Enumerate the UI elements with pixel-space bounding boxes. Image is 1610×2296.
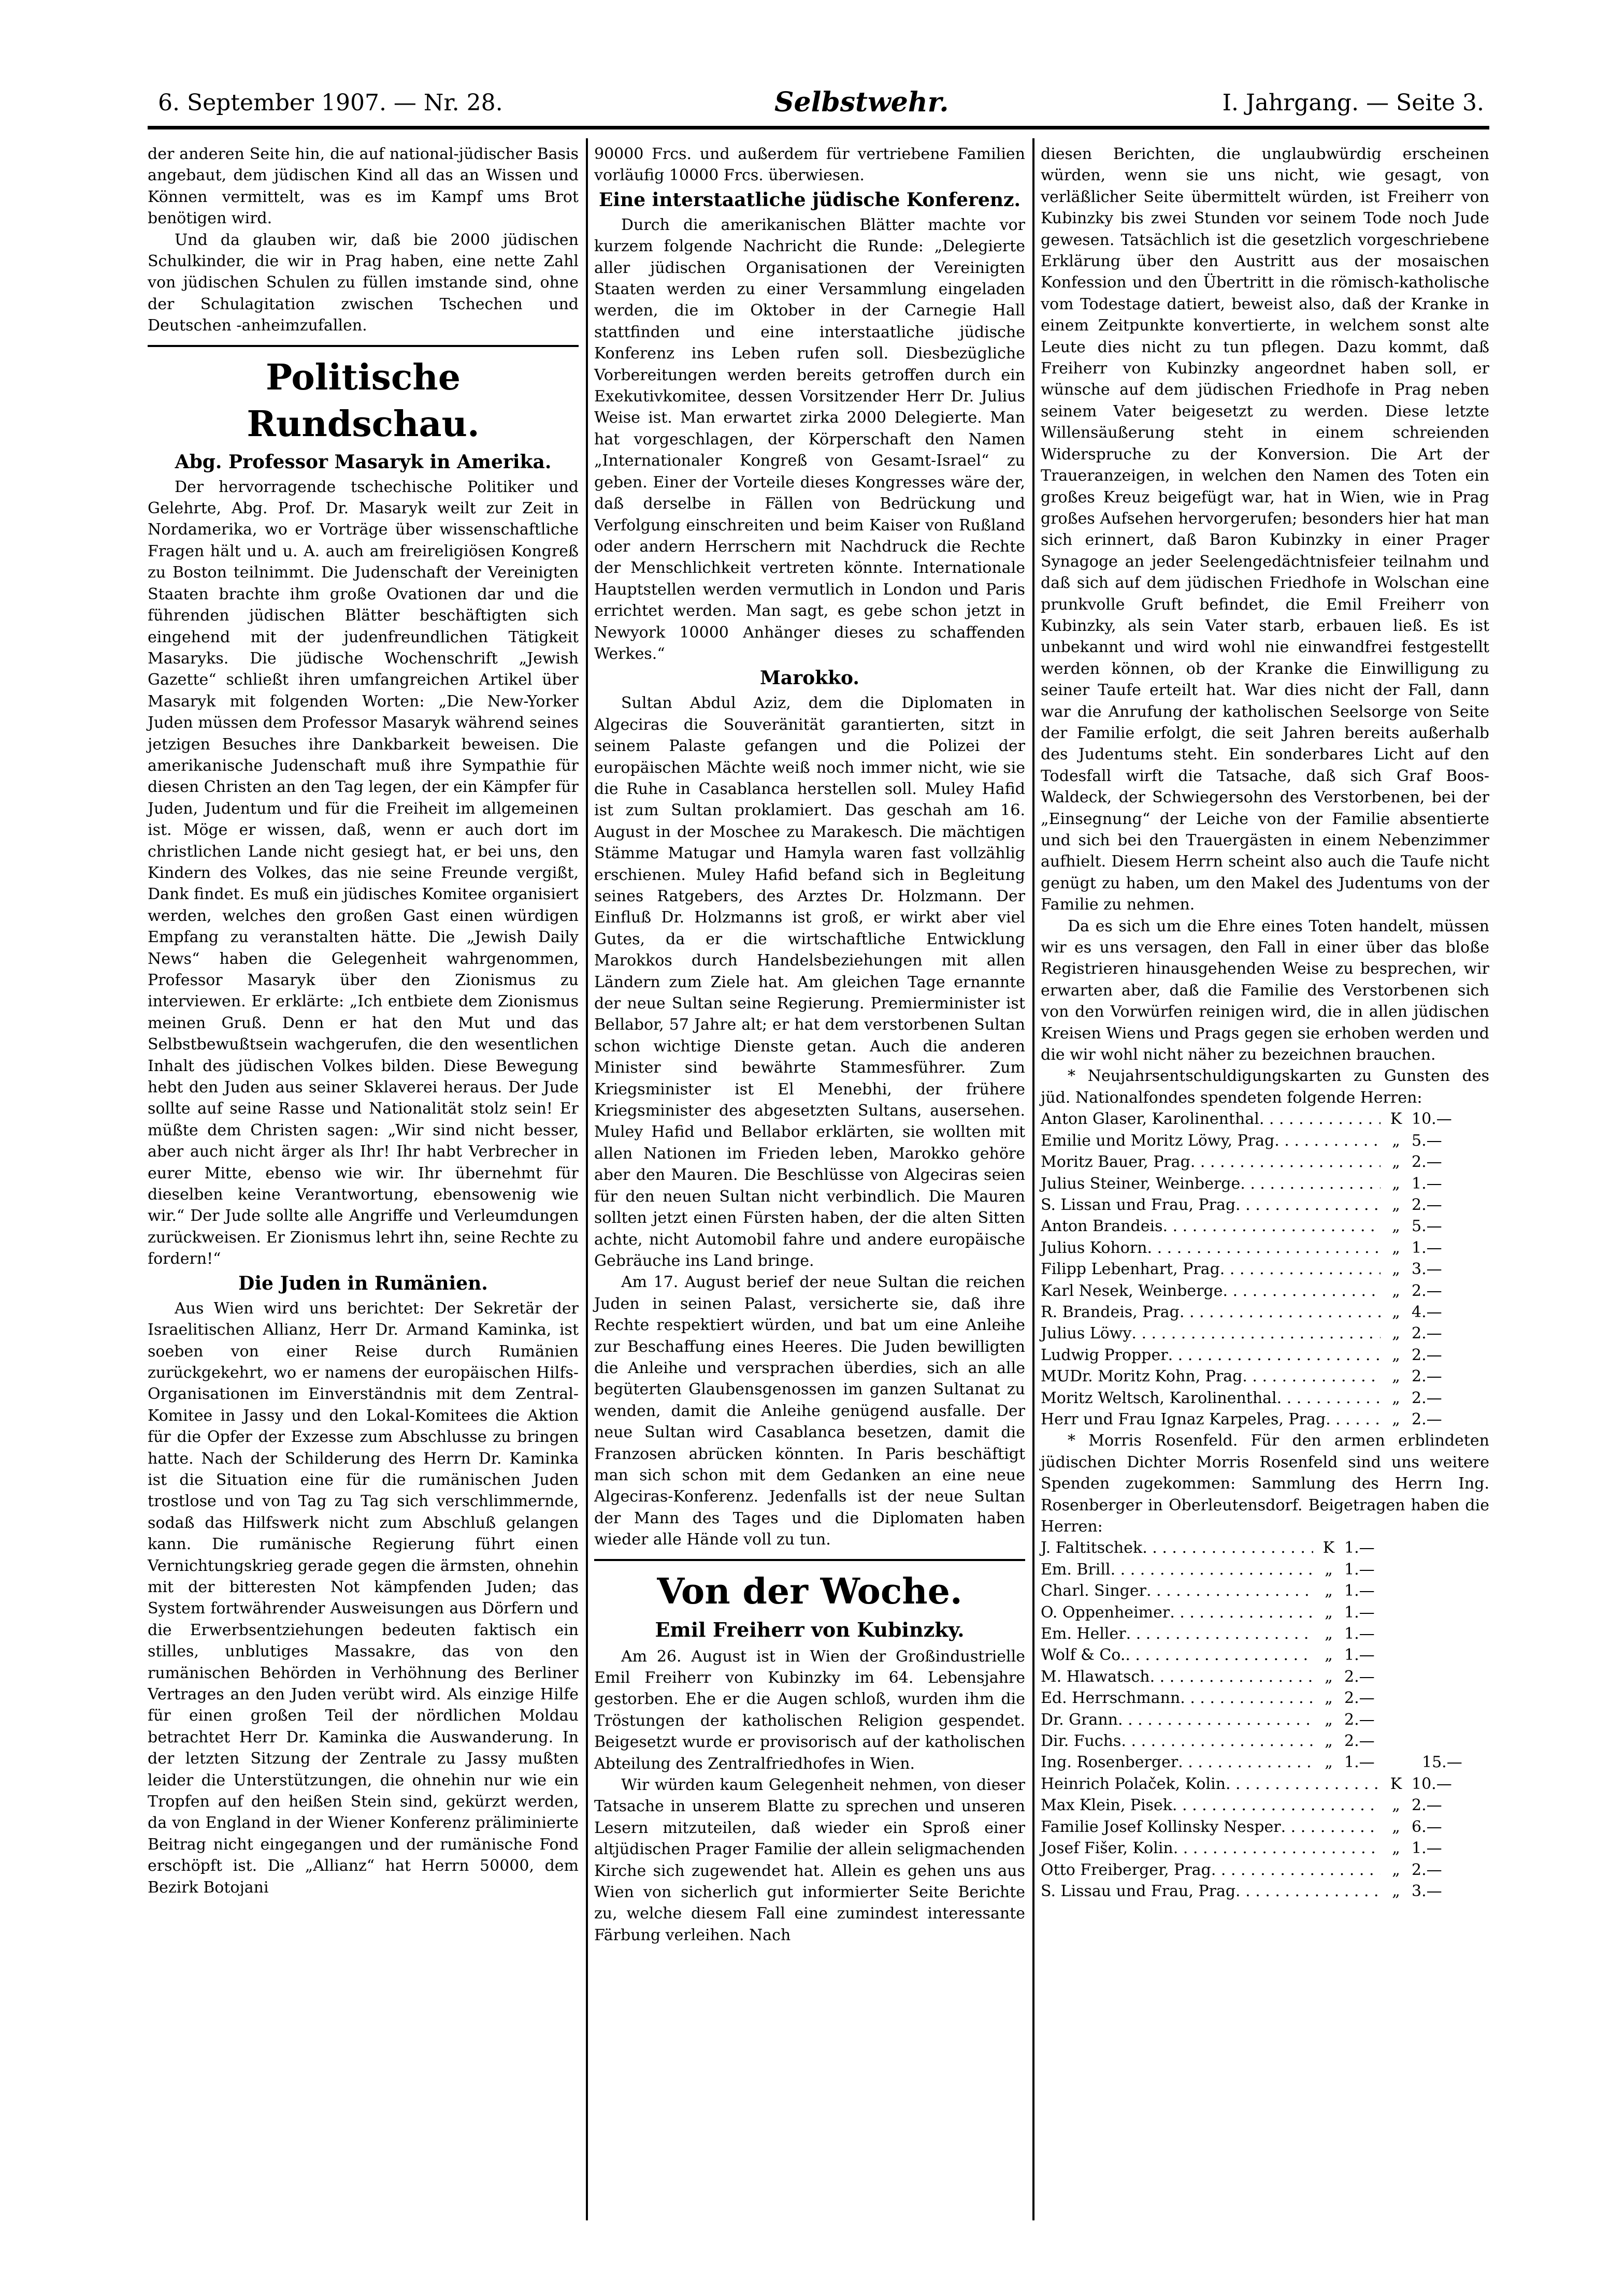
donor-name: Ed. Herrschmann (1041, 1689, 1181, 1708)
donor-name: Emilie und Moritz Löwy, Prag (1041, 1131, 1275, 1150)
donation-row (1041, 1666, 1489, 1687)
donation-total (1422, 1580, 1489, 1601)
leader-dots (1180, 1687, 1313, 1709)
donation-amount: 1.— (1344, 1582, 1375, 1600)
header-volume-page: I. Jahrgang. — Seite 3. (1222, 90, 1484, 116)
donor-name: Moritz Weltsch, Karolinenthal (1041, 1389, 1277, 1407)
donation-row (1041, 1816, 1489, 1838)
donation-row (1041, 1859, 1489, 1881)
donation-amount: 4.— (1412, 1303, 1442, 1321)
currency-mark: „ (1392, 1324, 1400, 1343)
donation-amount: 2.— (1412, 1281, 1442, 1300)
donation-total (1422, 1687, 1489, 1709)
currency-mark: „ (1392, 1303, 1400, 1321)
leader-dots (1211, 1859, 1381, 1881)
donation-row (1041, 1280, 1489, 1302)
donation-row (1041, 1730, 1489, 1752)
donation-amount: 1.— (1344, 1625, 1375, 1643)
donation-total (1422, 1666, 1489, 1687)
leader-dots (1146, 1580, 1313, 1601)
donor-name: Heinrich Polaček, Kolin (1041, 1774, 1226, 1793)
leader-dots (1125, 1644, 1313, 1666)
donation-amount: 5.— (1412, 1217, 1442, 1236)
currency-mark: „ (1392, 1174, 1400, 1193)
donation-row (1041, 1130, 1489, 1151)
donation-row (1041, 1752, 1489, 1773)
donor-name: Herr und Frau Ignaz Karpeles, Prag (1041, 1410, 1326, 1428)
donation-amount: 1.— (1412, 1174, 1442, 1193)
donation-row (1041, 1323, 1489, 1344)
donor-name: Charl. Singer (1041, 1582, 1146, 1600)
leader-dots (1170, 1602, 1313, 1623)
donation-total (1422, 1559, 1489, 1580)
article-title-rumaenien: Die Juden in Rumänien. (238, 1272, 488, 1294)
donor-name: Moritz Bauer, Prag (1041, 1153, 1190, 1172)
donation-row (1041, 1108, 1489, 1130)
donation-row (1041, 1388, 1489, 1409)
donation-total (1422, 1602, 1489, 1623)
donation-amount: 3.— (1412, 1260, 1442, 1279)
section-title-politische-rundschau: Politische Rundschau. (247, 356, 480, 445)
donor-name: M. Hlawatsch (1041, 1667, 1150, 1686)
leader-dots (1180, 1302, 1381, 1323)
col3-text-1: diesen Berichten, die unglaubwürdig erscheinen würden, wenn sie uns nicht, wie gesagt, von verläßlicher Seite übermittelt würden, ist Freiherr von Kubinzky bis zwei Stunden vor seinem Tode noch Jude gewesen. Tatsächlich ist die gesetzlich vorgeschriebene Erklärung über den Austritt aus der mosaischen Konfession und den Übertritt in die römisch-katholische vom Todestage datiert, beweist also, daß der Kranke in einem Zeitpunkte konvertierte, in welchem sonst alte Leute dies nicht zu tun pflegen. Dazu kommt, daß Freiherr von Kubinzky angeordnet haben soll, er wünsche auf dem jüdischen Friedhofe in Prag neben seinem Vater beigesetzt zu werden. Diese letzte Willensäußerung steht in einem schreienden Widerspruche zu der Konversion. Die Art der Traueranzeigen, in welchen den Namen des Toten ein großes Kreuz beigefügt war, hat in Wien, wie in Prag großes Aufsehen hervorgerufen; besonders hier hat man sich erinnert, daß Baron Kubinzky in einer Prager Synagoge an jeder Seelengedächtnisfeier teilnahm und daß sich auf dem jüdischen Friedhofe in Wolschan eine prunkvolle Gruft befindet, die Emil Freiherr von Kubinzky, als sein Vater starb, erbauen ließ. Es ist unbekannt und wird wohl nie einwandfrei festgestellt werden können, ob der Kranke die Einwilligung zu seiner Taufe erteilt hat. War dies nicht der Fall, dann war die Anrufung der katholischen Seelsorge von Seite der Familie erfolgt, die seit Jahren bereits außerhalb des Judentums steht. Ein sonderbares Licht auf den Todesfall wirft die Tatsache, daß sich Graf Boos-Waldeck, der Schwiegersohn des Verstorbenen, bei der „Einsegnung“ der Leiche von der Familie absentierte und sich bei den Trauergästen in einem Nebenzimmer aufhielt. Diesem Herrn scheint also auch die Taufe nicht genügt zu haben, um den Makel des Judentums von der Familie zu nehmen. (1041, 145, 1489, 914)
leader-dots (1281, 1816, 1381, 1838)
donation-row (1041, 1773, 1489, 1795)
donation-amount: 1.— (1412, 1238, 1442, 1257)
currency-mark: „ (1325, 1625, 1333, 1643)
currency-mark: „ (1325, 1689, 1333, 1708)
currency-mark: „ (1392, 1389, 1400, 1407)
column-divider-1 (586, 138, 588, 2220)
leader-dots (1326, 1409, 1381, 1430)
currency-mark: „ (1392, 1153, 1400, 1172)
donor-name: Julius Kohorn (1041, 1238, 1147, 1257)
currency-mark: „ (1325, 1710, 1333, 1729)
donation-amount: 10.— (1412, 1774, 1452, 1793)
donation-total (1422, 1623, 1489, 1644)
donor-name: Anton Glaser, Karolinenthal (1041, 1110, 1259, 1129)
donation-intro-rosenfeld: * Morris Rosenfeld. Für den armen erblindeten jüdischen Dichter Morris Rosenfeld sind uns weitere Spenden zugekommen: Sammlung des Herrn Ing. Rosenberger in Oberleutensdorf. Beigetragen haben die Herren: (1041, 1432, 1489, 1536)
leader-dots (1190, 1151, 1381, 1173)
donation-amount: 1.— (1344, 1560, 1375, 1579)
donation-row (1041, 1838, 1489, 1859)
donor-name: Julius Steiner, Weinberge (1041, 1174, 1241, 1193)
donation-row (1041, 1881, 1489, 1902)
donation-row (1041, 1644, 1489, 1666)
donation-row (1041, 1216, 1489, 1237)
donor-name: Ing. Rosenberger (1041, 1753, 1178, 1772)
article-body-marokko-2: Am 17. August berief der neue Sultan die reichen Juden in seinen Palast, versicherte sie, daß ihre Rechte respektiert würden, und bat um eine Anleihe zur Beschaffung eines Heeres. Die Juden bewilligten die Anleihe und versprachen überdies, sich an alle begüterten Glaubensgenossen im ganzen Sultanat zu wenden, damit die Anleihe genügend ausfalle. Der neue Sultan wird Casablanca besetzen, damit die Franzosen abrücken könnten. In Paris beschäftigt man sich schon mit dem Gedanken an eine neue Algeciras-Konferenz. Jedenfalls ist der neue Sultan der Mann des Tages und die Diplomaten haben wieder alle Hände voll zu tun. (594, 1273, 1025, 1549)
article-title-masaryk: Abg. Professor Masaryk in Amerika. (175, 451, 552, 473)
donor-name: Ludwig Propper (1041, 1346, 1168, 1364)
donor-name: Anton Brandeis (1041, 1217, 1163, 1236)
donation-row (1041, 1151, 1489, 1173)
donation-row (1041, 1795, 1489, 1816)
currency-mark: „ (1325, 1582, 1333, 1600)
donor-name: Dr. Grann (1041, 1710, 1118, 1729)
leader-dots (1274, 1130, 1381, 1151)
currency-mark: „ (1325, 1560, 1333, 1579)
donor-name: Karl Nesek, Weinberge (1041, 1281, 1223, 1300)
donor-name: Dir. Fuchs (1041, 1732, 1122, 1751)
column-divider-2 (1032, 138, 1034, 2220)
donation-amount: 2.— (1412, 1195, 1442, 1214)
currency-mark: „ (1392, 1195, 1400, 1214)
leader-dots (1235, 1881, 1381, 1902)
currency-mark: „ (1392, 1839, 1400, 1858)
donation-row (1041, 1580, 1489, 1601)
donation-amount: 2.— (1344, 1710, 1375, 1729)
donation-amount: 2.— (1412, 1860, 1442, 1879)
donation-amount: 2.— (1412, 1389, 1442, 1407)
donation-total (1422, 1709, 1489, 1730)
article-body-kubinzky-2: Wir würden kaum Gelegenheit nehmen, von dieser Tatsache in unserem Blatte zu sprechen und unseren Lesern mitzuteilen, daß wieder ein Sproß einer altjüdischen Prager Familie der allein seligmachenden Kirche sich zugewendet hat. Allein es gehen uns aus Wien von sicherlich gut informierter Seite Berichte zu, welche diesem Fall eine zumindest interessante Färbung verleihen. Nach (594, 1776, 1025, 1944)
col1-intro-2: Und da glauben wir, daß bie 2000 jüdischen Schulkinder, die wir in Prag haben, eine nette Zahl von jüdischen Schulen zu füllen imstande sind, ohne der Schulagitation zwischen Tschechen und Deutschen -anheimzufallen. (148, 230, 579, 335)
donor-name: Em. Brill (1041, 1560, 1111, 1579)
col1-intro-1: der anderen Seite hin, die auf national-jüdischer Basis angebaut, dem jüdischen Kind all das an Wissen und Können vermittelt, was es im Kampf ums Brot benötigen wird. (148, 145, 579, 228)
leader-dots (1118, 1709, 1313, 1730)
header-date: 6. September 1907. — Nr. 28. (158, 90, 503, 116)
donation-amount: 2.— (1344, 1732, 1375, 1751)
donation-amount: 2.— (1344, 1689, 1375, 1708)
currency-mark: „ (1392, 1410, 1400, 1428)
leader-dots (1178, 1752, 1313, 1773)
leader-dots (1223, 1280, 1381, 1302)
currency-mark: „ (1392, 1260, 1400, 1279)
donation-amount: 2.— (1412, 1367, 1442, 1386)
article-body-masaryk: Der hervorragende tschechische Politiker und Gelehrte, Abg. Prof. Dr. Masaryk weilt zur Zeit in Nordamerika, wo er Vorträge über wissenschaftliche Fragen hält und u. A. auch am freireligiösen Kongreß zu Boston teilnimmt. Die Judenschaft der Vereinigten Staaten brachte ihm große Ovationen dar und die führenden jüdischen Blätter beschäftigten sich eingehend mit der judenfreundlichen Tätigkeit Masaryks. Die jüdische Wochenschrift „Jewish Gazette“ schließt ihren umfangreichen Artikel über Masaryk mit folgenden Worten: „Die New-Yorker Juden müssen dem Professor Masaryk während seines jetzigen Besuches ihre Dankbarkeit beweisen. Die amerikanische Judenschaft muß ihre Sympathie für diesen Christen an den Tag legen, der ein Kämpfer für Juden, Judentum und für die Freiheit im allgemeinen ist. Möge er wissen, daß, wenn er auch dort im christlichen Lande nicht gesiegt hat, er bei uns, den Kindern des Volkes, das nie seine Freunde vergißt, Dank findet. Es muß ein jüdisches Komitee organisiert werden, welches den großen Gast einen würdigen Empfang zu veranstalten hätte. Die „Jewish Daily News“ haben die Gelegenheit wahrgenommen, Professor Masaryk über den Zionismus zu interviewen. Er erklärte: „Ich entbiete dem Zionismus meinen Gruß. Denn er hat den Mut und das Selbstbewußtsein wachgerufen, die den wesentlichen Inhalt des jüdischen Volkes bilden. Diese Bewegung hebt den Juden aus seiner Sklaverei heraus. Der Jude sollte auf seine Rasse und Nationalität stolz sein! Er müßte dem Christen sagen: „Wir sind nicht besser, aber auch nicht ärger als Ihr! Ihr habt Verbrecher in eurer Mitte, ebenso wie wir. Ihr übernehmt für dieselben keine Verantwortung, ebensowenig wie wir.“ Der Jude sollte alle Angriffe und Verleumdungen zurückweisen. Er Zionismus lehrt ihn, seine Rechte zu fordern!“ (148, 478, 579, 1268)
donor-name: Wolf & Co. (1041, 1646, 1126, 1665)
donor-name: MUDr. Moritz Kohn, Prag (1041, 1367, 1243, 1386)
donation-row (1041, 1709, 1489, 1730)
leader-dots (1147, 1237, 1381, 1259)
leader-dots (1220, 1259, 1381, 1280)
article-title-marokko: Marokko. (760, 667, 859, 689)
donation-amount: 5.— (1412, 1131, 1442, 1150)
currency-mark: „ (1392, 1817, 1400, 1836)
currency-mark: „ (1392, 1238, 1400, 1257)
donation-amount: 2.— (1412, 1153, 1442, 1172)
donation-amount: 2.— (1412, 1796, 1442, 1815)
donor-name: Otto Freiberger, Prag (1041, 1860, 1211, 1879)
donation-amount: 10.— (1412, 1110, 1452, 1129)
donation-amount: 1.— (1344, 1539, 1375, 1557)
leader-dots (1242, 1366, 1381, 1387)
column-1 (148, 143, 579, 1898)
currency-mark: „ (1325, 1732, 1333, 1751)
leader-dots (1142, 1537, 1313, 1558)
leader-dots (1168, 1345, 1381, 1366)
donation-row (1041, 1194, 1489, 1216)
donation-total (1422, 1730, 1489, 1752)
leader-dots (1277, 1388, 1381, 1409)
donation-row (1041, 1237, 1489, 1259)
donation-row (1041, 1409, 1489, 1430)
leader-dots (1111, 1559, 1313, 1580)
donation-row (1041, 1366, 1489, 1387)
col3-text-2: Da es sich um die Ehre eines Toten handelt, müssen wir es uns versagen, den Fall in einer über das bloße Registrieren hinausgehenden Weise zu besprechen, wir erwarten aber, daß die Familie des Verstorbenen sich von den Vorwürfen reinigen wird, die in allen jüdischen Kreisen Wiens und Prags gegen sie erhoben werden und die wir wohl nicht näher zu bezeichnen brauchen. (1041, 917, 1489, 1064)
leader-dots (1235, 1194, 1381, 1216)
donation-amount: 1.— (1344, 1603, 1375, 1622)
donation-amount: 6.— (1412, 1817, 1442, 1836)
donor-name: Familie Josef Kollinsky Nesper (1041, 1817, 1281, 1836)
page-header (148, 86, 1489, 126)
currency-mark: K (1322, 1539, 1335, 1557)
header-masthead: Selbstwehr. (774, 86, 949, 118)
donation-amount: 2.— (1344, 1667, 1375, 1686)
col2-intro: 90000 Frcs. und außerdem für vertriebene Familien vorläufig 10000 Frcs. überwiesen. (594, 145, 1025, 185)
leader-dots (1131, 1323, 1381, 1344)
donation-intro-nationalfond: * Neujahrsentschuldigungskarten zu Gunsten des jüd. Nationalfondes spendeten folgende Herren: (1041, 1067, 1489, 1107)
currency-mark: „ (1392, 1346, 1400, 1364)
donor-name: Em. Heller (1041, 1625, 1126, 1643)
article-body-rumaenien: Aus Wien wird uns berichtet: Der Sekretär der Israelitischen Allianz, Herr Dr. Armand Kaminka, ist soeben von einer Reise durch Rumänien zurückgekehrt, wo er namens der europäischen Hilfs-Organisationen im Einverständnis mit dem Zentral-Komitee in Jassy und den Lokal-Komitees die Aktion für die Opfer der Exzesse zum Abschlusse zu bringen hatte. Nach der Schilderung des Herrn Dr. Kaminka ist die Situation eine für die rumänischen Juden trostlose und von Tag zu Tag sich verschlimmernde, sodaß das Hilfswerk nicht zum Abschluß gelangen kann. Die rumänische Regierung führt einen Vernichtungskrieg gerade gegen die ärmsten, ohnehin mit der bitteresten Not kämpfenden Juden; das System fortwährender Ausweisungen aus Dörfern und die Erwerbsentziehungen bedeuten faktisch ein stilles, unblutiges Massakre, das von den rumänischen Behörden in Verhöhnung des Berliner Vertrages an den Juden verübt wird. Als einzige Hilfe für einen großen Teil der nördlichen Moldau betrachtet Herr Dr. Kaminka die Auswanderung. In der letzten Sitzung der Zentrale zu Jassy mußten leider die Unterstützungen, die ohnehin nur wie ein Tropfen auf den heißen Stein sind, gekürzt werden, da von England in der Wiener Konferenz präliminierte Beitrag nicht eingegangen und der rumänische Fond erschöpft ist. Die „Allianz“ hat Herrn 50000, dem Bezirk Botojani (148, 1299, 579, 1897)
donation-row (1041, 1559, 1489, 1580)
currency-mark: „ (1392, 1367, 1400, 1386)
donation-total (1422, 1537, 1489, 1558)
donation-list-nationalfond (1041, 1108, 1489, 1430)
donor-name: O. Oppenheimer (1041, 1603, 1170, 1622)
article-body-marokko-1: Sultan Abdul Aziz, dem die Diplomaten in Algeciras die Souveränität garantierten, sitzt in seinem Palaste gefangen und die Polizei der europäischen Mächte weiß noch immer nicht, wie sie die Ruhe in Casablanca herstellen soll. Muley Hafid ist zum Sultan proklamiert. Das geschah am 16. August in der Moschee zu Marakesch. Die mächtigen Stämme Matugar und Hamyla waren fast vollzählig erschienen. Muley Hafid befand sich in Begleitung seines Ratgebers, des Arztes Dr. Holzmann. Der Einfluß Dr. Holzmanns ist groß, er wirkt aber viel Gutes, da er die wirtschaftliche Entwicklung Marokkos durch Handelsbeziehungen mit allen Ländern zum Ziele hat. Am gleichen Tage ernannte der neue Sultan seine Regierung. Premierminister ist Bellabor, 57 Jahre alt; er hat dem verstorbenen Sultan schon wichtige Dienste getan. Auch die anderen Minister sind bewährte Stammesführer. Zum Kriegsminister ist El Menebhi, der frühere Kriegsminister des abgesetzten Sultans, ausersehen. Muley Hafid und Bellabor erklärten, sie wollten mit allen Nationen im Frieden leben, Marokko gehöre aber den Mauren. Die Beschlüsse von Algeciras seien für den neuen Sultan nicht verbindlich. Die Mauren sollten jetzt einen Fürsten haben, der die alten Sitten achte, nicht Automobil fahre und andere europäische Gebräuche ins Land bringe. (594, 694, 1025, 1270)
leader-dots (1150, 1666, 1313, 1687)
col1-section-rule (148, 345, 579, 347)
newspaper-page (148, 80, 1489, 2245)
donation-total (1422, 1644, 1489, 1666)
currency-mark: „ (1325, 1753, 1333, 1772)
donor-name: S. Lissan und Frau, Prag (1041, 1195, 1236, 1214)
column-2 (594, 143, 1025, 1946)
column-3 (1041, 143, 1489, 1902)
article-title-konferenz: Eine interstaatliche jüdische Konferenz. (598, 189, 1021, 211)
donor-name: S. Lissau und Frau, Prag (1041, 1882, 1236, 1900)
donation-amount: 2.— (1412, 1324, 1442, 1343)
currency-mark: „ (1325, 1667, 1333, 1686)
leader-dots (1126, 1623, 1313, 1644)
leader-dots (1173, 1838, 1381, 1859)
header-rule (148, 126, 1489, 129)
leader-dots (1259, 1108, 1381, 1130)
article-title-kubinzky: Emil Freiherr von Kubinzky. (655, 1618, 965, 1641)
donation-row (1041, 1687, 1489, 1709)
donor-name: Julius Löwy (1041, 1324, 1132, 1343)
donation-list-rosenfeld (1041, 1537, 1489, 1773)
leader-dots (1240, 1173, 1381, 1194)
currency-mark: K (1390, 1110, 1402, 1129)
donation-row (1041, 1537, 1489, 1558)
donation-list-rosenfeld-more (1041, 1773, 1489, 1902)
currency-mark: „ (1392, 1281, 1400, 1300)
leader-dots (1163, 1216, 1381, 1237)
leader-dots (1121, 1730, 1313, 1752)
donation-row (1041, 1259, 1489, 1280)
currency-mark: „ (1392, 1796, 1400, 1815)
donation-total: 15.— (1422, 1753, 1462, 1772)
donation-amount: 3.— (1412, 1882, 1442, 1900)
donor-name: Max Klein, Pisek (1041, 1796, 1172, 1815)
currency-mark: „ (1392, 1131, 1400, 1150)
currency-mark: „ (1325, 1603, 1333, 1622)
leader-dots (1172, 1795, 1381, 1816)
donor-name: Josef Fišer, Kolin (1041, 1839, 1173, 1858)
donor-name: J. Faltitschek (1041, 1539, 1143, 1557)
currency-mark: „ (1392, 1860, 1400, 1879)
donor-name: R. Brandeis, Prag (1041, 1303, 1180, 1321)
currency-mark: „ (1392, 1217, 1400, 1236)
donation-row (1041, 1173, 1489, 1194)
currency-mark: K (1390, 1774, 1402, 1793)
donation-amount: 1.— (1344, 1753, 1375, 1772)
donation-row (1041, 1602, 1489, 1623)
col2-section-rule (594, 1559, 1025, 1561)
donation-row (1041, 1623, 1489, 1644)
donor-name: Filipp Lebenhart, Prag (1041, 1260, 1220, 1279)
donation-row (1041, 1302, 1489, 1323)
donation-row (1041, 1345, 1489, 1366)
currency-mark: „ (1392, 1882, 1400, 1900)
donation-amount: 1.— (1344, 1646, 1375, 1665)
donation-amount: 1.— (1412, 1839, 1442, 1858)
donation-amount: 2.— (1412, 1410, 1442, 1428)
currency-mark: „ (1325, 1646, 1333, 1665)
article-body-kubinzky-1: Am 26. August ist in Wien der Großindustrielle Emil Freiherr von Kubinzky im 64. Lebensjahre gestorben. Ehe er die Augen schloß, wurden ihm die Tröstungen der katholischen Religion gespendet. Beigesetzt wurde er provisorisch auf der katholischen Abteilung des Zentralfriedhofes in Wien. (594, 1647, 1025, 1773)
leader-dots (1226, 1773, 1381, 1795)
section-title-von-der-woche: Von der Woche. (657, 1570, 962, 1612)
article-body-konferenz: Durch die amerikanischen Blätter machte vor kurzem folgende Nachricht die Runde: „Delegierte aller jüdischen Organisationen der Vereinigten Staaten werden zu einer Versammlung eingeladen werden, die im Oktober in der Carnegie Hall stattfinden und eine interstaatliche jüdische Konferenz ins Leben rufen soll. Diesbezügliche Vorbereitungen werden bereits getroffen durch ein Exekutivkomitee, dessen Vorsitzender Herr Dr. Julius Weise ist. Man erwartet zirka 2000 Delegierte. Man hat vorgeschlagen, der Körperschaft den Namen „Internationaler Kongreß von Gesamt-Israel“ zu geben. Einer der Vorteile dieses Kongresses wäre der, daß derselbe in Fällen von Bedrückung und Verfolgung einschreiten und beim Kaiser von Rußland oder andern Herrschern mit Nachdruck die Rechte der Menschlichkeit vertreten könnte. Internationale Hauptstellen werden vermutlich in London und Paris errichtet werden. Man sagt, es gebe schon jetzt in Newyork 10000 Anhänger dieses zu schaffenden Werkes.“ (594, 215, 1025, 663)
donation-amount: 2.— (1412, 1346, 1442, 1364)
